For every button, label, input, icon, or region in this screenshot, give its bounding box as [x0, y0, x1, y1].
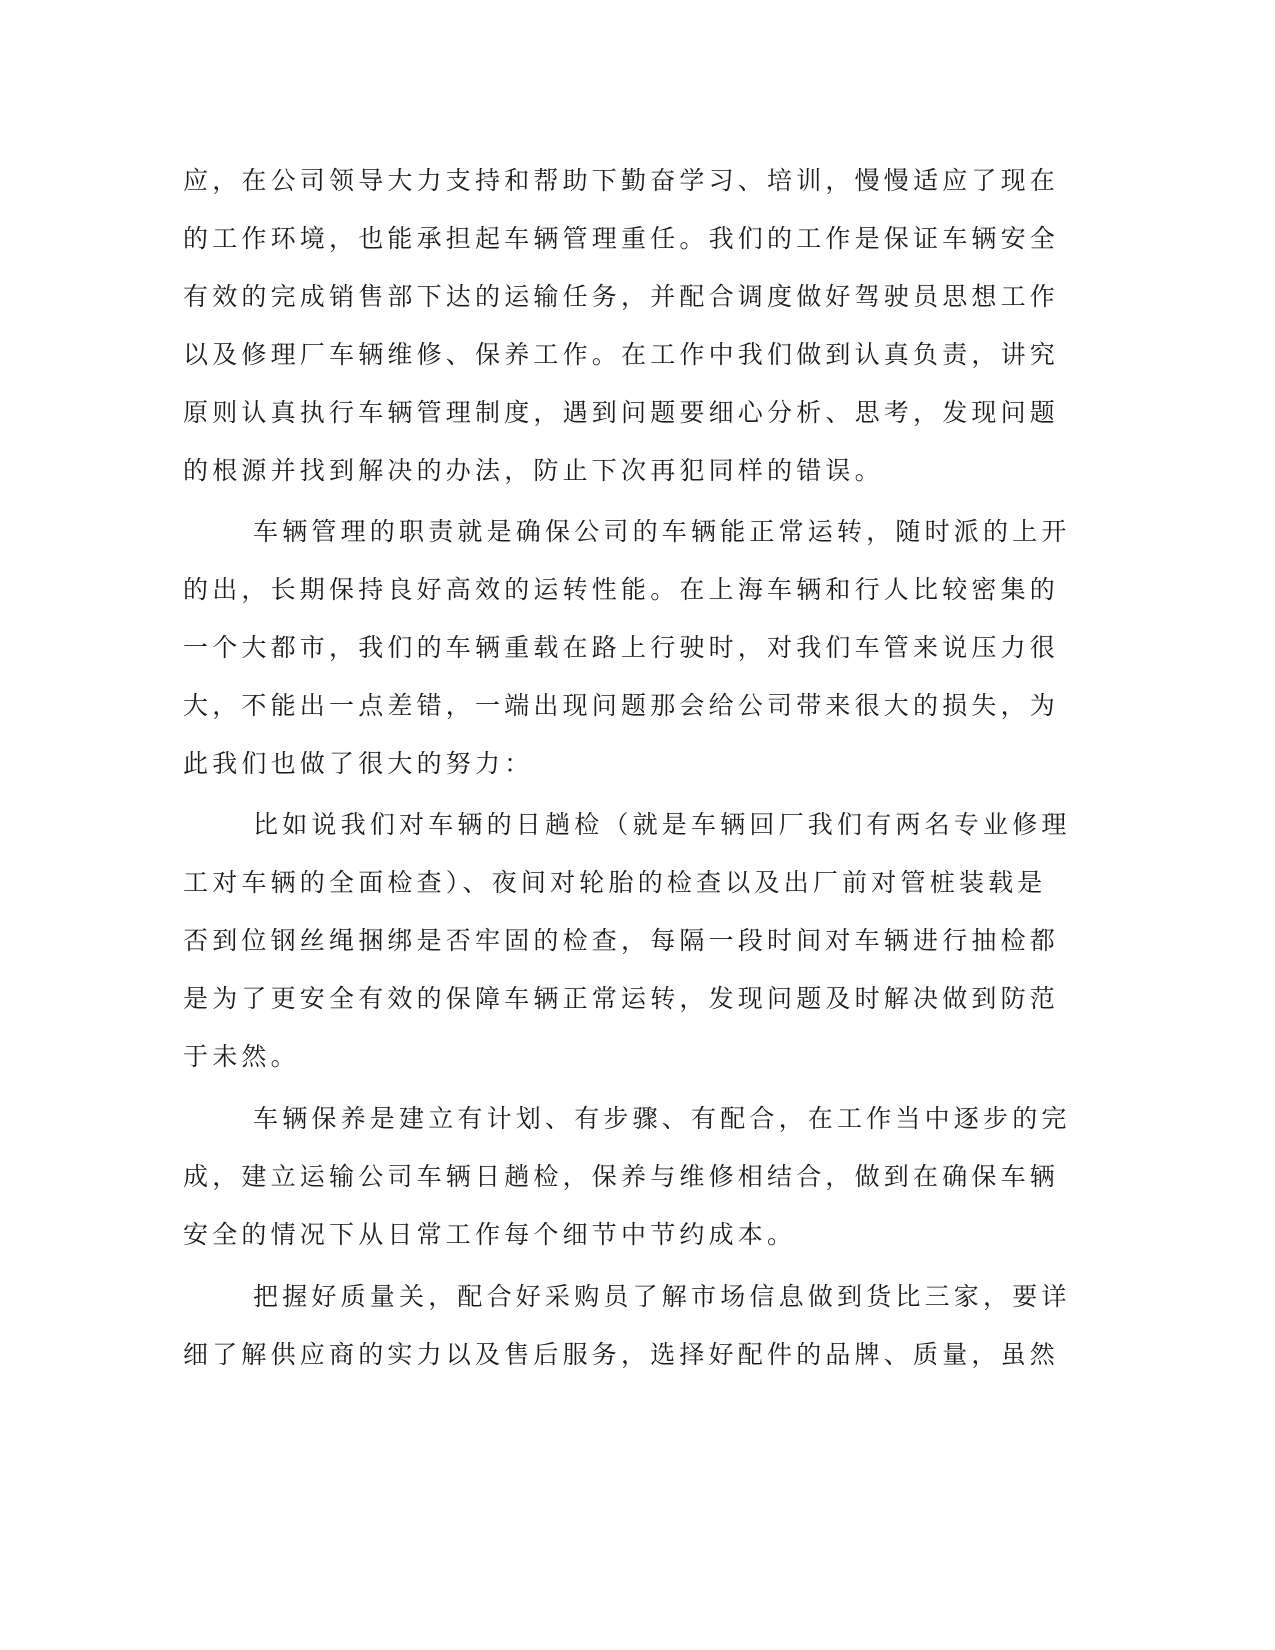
text-line: 成，建立运输公司车辆日趟检，保养与维修相结合，做到在确保车辆 — [183, 1162, 1060, 1191]
text-line: 原则认真执行车辆管理制度，遇到问题要细心分析、思考，发现问题 — [183, 398, 1060, 427]
text-line: 于未然。 — [183, 1042, 300, 1071]
text-line: 细了解供应商的实力以及售后服务，选择好配件的品牌、质量，虽然 — [183, 1340, 1060, 1369]
text-line: 比如说我们对车辆的日趟检（就是车辆回厂我们有两名专业修理 — [253, 810, 1071, 839]
text-line: 大，不能出一点差错，一端出现问题那会给公司带来很大的损失，为 — [183, 691, 1060, 720]
text-line: 把握好质量关，配合好采购员了解市场信息做到货比三家，要详 — [253, 1282, 1071, 1311]
text-line: 应，在公司领导大力支持和帮助下勤奋学习、培训，慢慢适应了现在 — [183, 166, 1060, 195]
text-line: 车辆管理的职责就是确保公司的车辆能正常运转，随时派的上开 — [253, 517, 1071, 546]
text-line: 有效的完成销售部下达的运输任务，并配合调度做好驾驶员思想工作 — [183, 282, 1060, 311]
text-line: 车辆保养是建立有计划、有步骤、有配合，在工作当中逐步的完 — [253, 1104, 1071, 1133]
text-line: 以及修理厂车辆维修、保养工作。在工作中我们做到认真负责，讲究 — [183, 340, 1060, 369]
text-line: 此我们也做了很大的努力： — [183, 749, 534, 778]
text-line: 否到位钢丝绳捆绑是否牢固的检查，每隔一段时间对车辆进行抽检都 — [183, 926, 1060, 955]
text-line: 的出，长期保持良好高效的运转性能。在上海车辆和行人比较密集的 — [183, 575, 1060, 604]
text-line: 是为了更安全有效的保障车辆正常运转，发现问题及时解决做到防范 — [183, 984, 1060, 1013]
text-line: 的工作环境，也能承担起车辆管理重任。我们的工作是保证车辆安全 — [183, 224, 1060, 253]
text-line: 安全的情况下从日常工作每个细节中节约成本。 — [183, 1220, 797, 1249]
text-line: 工对车辆的全面检查）、夜间对轮胎的检查以及出厂前对管桩装载是 — [183, 868, 1047, 897]
text-line: 一个大都市，我们的车辆重载在路上行驶时，对我们车管来说压力很 — [183, 633, 1060, 662]
text-line: 的根源并找到解决的办法，防止下次再犯同样的错误。 — [183, 456, 884, 485]
